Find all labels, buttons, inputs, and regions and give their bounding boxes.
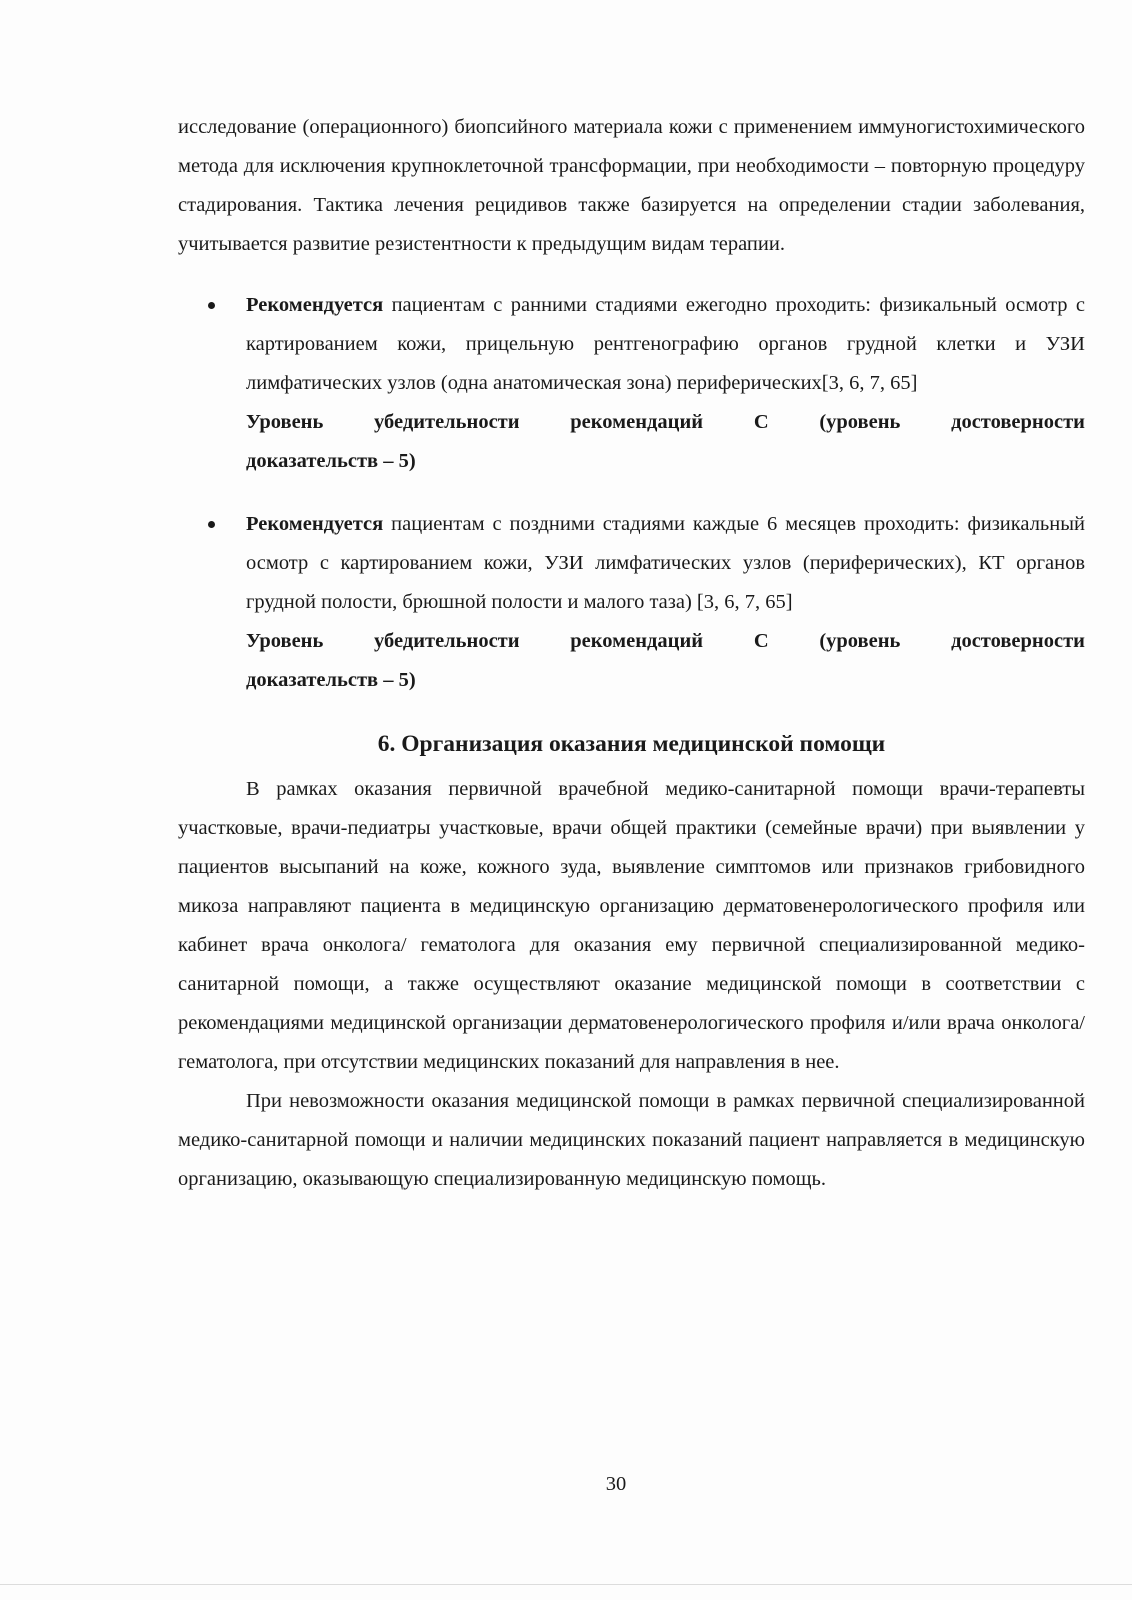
evidence-level-line-2 — [246, 622, 1085, 661]
section-heading: 6. Организация оказания медицинской помощи — [377, 731, 886, 757]
recommendation-text-1 — [246, 286, 1085, 403]
level-word: (уровень — [819, 411, 901, 433]
level-word: убедительности — [374, 630, 520, 652]
level-word: (уровень — [819, 630, 901, 652]
page-number: 30 — [605, 1473, 627, 1495]
recommendation-lead-2: Рекомендуется — [246, 513, 384, 535]
level-word: рекомендаций — [570, 630, 704, 652]
section-paragraph-2: При невозможности оказания медицинской помощи в рамках первичной специализированной медико-санитарной помощи и наличии медицинских показаний пациент направляется в медицинскую организацию, оказывающую специализированную медицинскую помощь. — [178, 1090, 1085, 1190]
bullet-icon — [208, 302, 215, 309]
evidence-level-line-1 — [246, 403, 1085, 442]
evidence-level-tail-1: доказательств – 5) — [246, 450, 416, 472]
evidence-level-tail-2: доказательств – 5) — [246, 669, 416, 691]
level-word: убедительности — [374, 411, 520, 433]
section-paragraph-1: В рамках оказания первичной врачебной медико-санитарной помощи врачи-терапевты участковые, врачи-педиатры участковые, врачи общей практики (семейные врачи) при выявлении у пациентов высыпаний на коже, кожного зуда, выявление симптомов или признаков грибовидного микоза направляют пациента в медицинскую организацию дерматовенерологического профиля или кабинет врача онколога/ гематолога для оказания ему первичной специализированной медико-санитарной помощи, а также осуществляют оказание медицинской помощи в соответствии с рекомендациями медицинской организации дерматовенерологического профиля и/или врача онколога/ гематолога, при отсутствии медицинских показаний для направления в нее. — [178, 778, 1085, 1073]
intro-paragraph: исследование (операционного) биопсийного материала кожи с применением иммуногистохимического метода для исключения крупноклеточной трансформации, при необходимости – повторную процедуру стадирования. Тактика лечения рецидивов также базируется на определении стадии заболевания, учитывается развитие резистентности к предыдущим видам терапии. — [178, 116, 1085, 255]
recommendation-item-1 — [178, 286, 1085, 481]
level-word: достоверности — [951, 630, 1085, 652]
level-word: рекомендаций — [570, 411, 704, 433]
level-word: Уровень — [246, 630, 324, 652]
page-content — [178, 108, 1085, 1199]
bullet-icon — [208, 521, 215, 528]
level-word: достоверности — [951, 411, 1085, 433]
recommendation-body-1: пациентам с ранними стадиями ежегодно проходить: физикальный осмотр с картированием кожи, прицельную рентгенографию органов грудной клетки и УЗИ лимфатических узлов (одна анатомическая зона) периферических[3, 6, 7, 65] — [246, 294, 1085, 394]
level-word: С — [753, 411, 769, 433]
recommendation-body-2: пациентам с поздними стадиями каждые 6 месяцев проходить: физикальный осмотр с картированием кожи, УЗИ лимфатических узлов (периферических), КТ органов грудной полости, брюшной полости и малого таза) [3, 6, 7, 65] — [246, 513, 1085, 613]
level-word: С — [753, 630, 769, 652]
scan-edge-divider — [0, 1584, 1132, 1585]
recommendation-lead-1: Рекомендуется — [246, 294, 384, 316]
recommendation-item-2 — [178, 505, 1085, 700]
recommendation-text-2 — [246, 505, 1085, 622]
level-word: Уровень — [246, 411, 324, 433]
